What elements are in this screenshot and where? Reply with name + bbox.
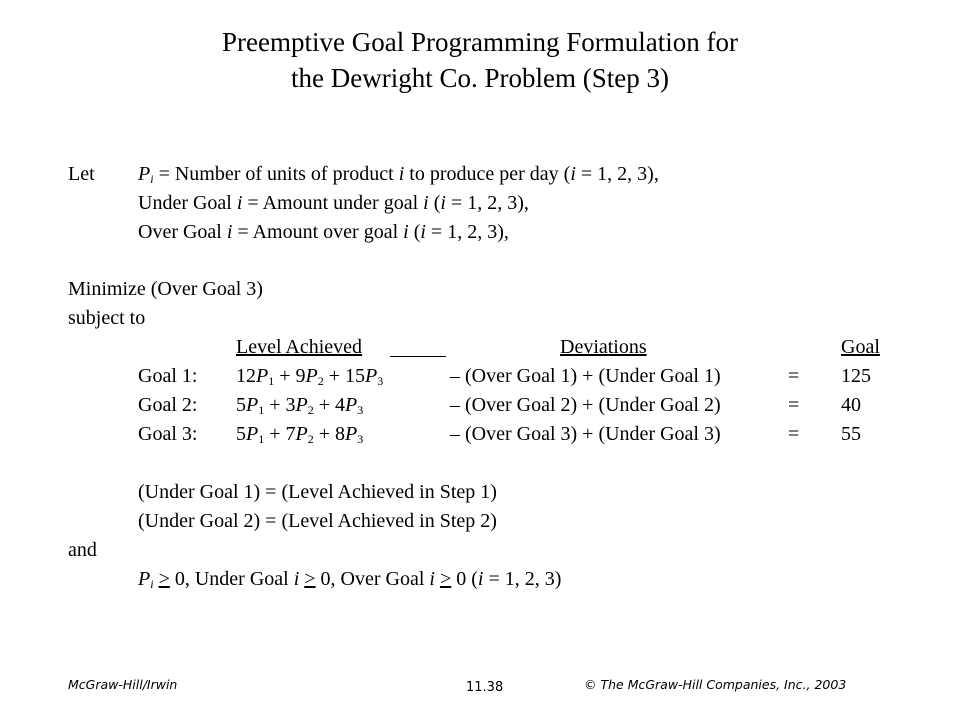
header-deviations: Deviations [560,336,647,358]
constraint-under-goal-2: (Under Goal 2) = (Level Achieved in Step 2) [138,510,497,532]
goal-expression: $5P_1 + 3P_2 + 4P_3$ [236,394,364,417]
footer-copyright: © The McGraw-Hill Companies, Inc., 2003 [584,677,847,692]
header-level-achieved: Level Achieved [236,336,363,358]
goal-expression: $5P_1 + 7P_2 + 8P_3$ [236,423,364,446]
goal-equals: = [788,423,800,445]
goal-deviation: – (Over Goal 2) + (Under Goal 2) [450,394,721,416]
title-line-2: the Dewright Co. Problem (Step 3) [291,63,669,93]
footer-publisher: McGraw-Hill/Irwin [68,677,178,692]
definition-product: $P_i$ = Number of units of product i to produce per day (i = 1, 2, 3), [138,163,659,186]
constraint-under-goal-1: (Under Goal 1) = (Level Achieved in Step 1) [138,481,497,503]
definition-over-goal: Over Goal i = Amount over goal i (i = 1, 2, 3), [138,221,509,243]
let-keyword: Let [68,163,95,185]
header-goal: Goal [841,336,880,358]
goal-label: Goal 2: [138,394,198,416]
and-keyword: and [68,539,97,561]
goal-equals: = [788,365,800,387]
subject-to: subject to [68,307,146,329]
page-number: 11.38 [466,680,504,695]
goal-label: Goal 3: [138,423,198,445]
goal-expression: $12P_1 + 9P_2 + 15P_3$ [236,365,384,388]
goal-label: Goal 1: [138,365,198,387]
goal-deviation: – (Over Goal 1) + (Under Goal 1) [450,365,721,387]
objective-line: Minimize (Over Goal 3) [68,278,263,300]
slide-title [0,24,960,96]
nonnegativity-constraint: $P_i > 0$, Under Goal i > 0, Over Goal i > 0 (i = 1, 2, 3) [138,568,562,591]
goal-value: 125 [841,365,871,387]
goal-value: 55 [841,423,861,445]
title-line-1: Preemptive Goal Programming Formulation for [222,27,738,57]
definition-under-goal: Under Goal i = Amount under goal i (i = 1, 2, 3), [138,192,529,214]
goal-value: 40 [841,394,861,416]
goal-deviation: – (Over Goal 3) + (Under Goal 3) [450,423,721,445]
header-underline-extension [390,356,446,357]
goal-equals: = [788,394,800,416]
